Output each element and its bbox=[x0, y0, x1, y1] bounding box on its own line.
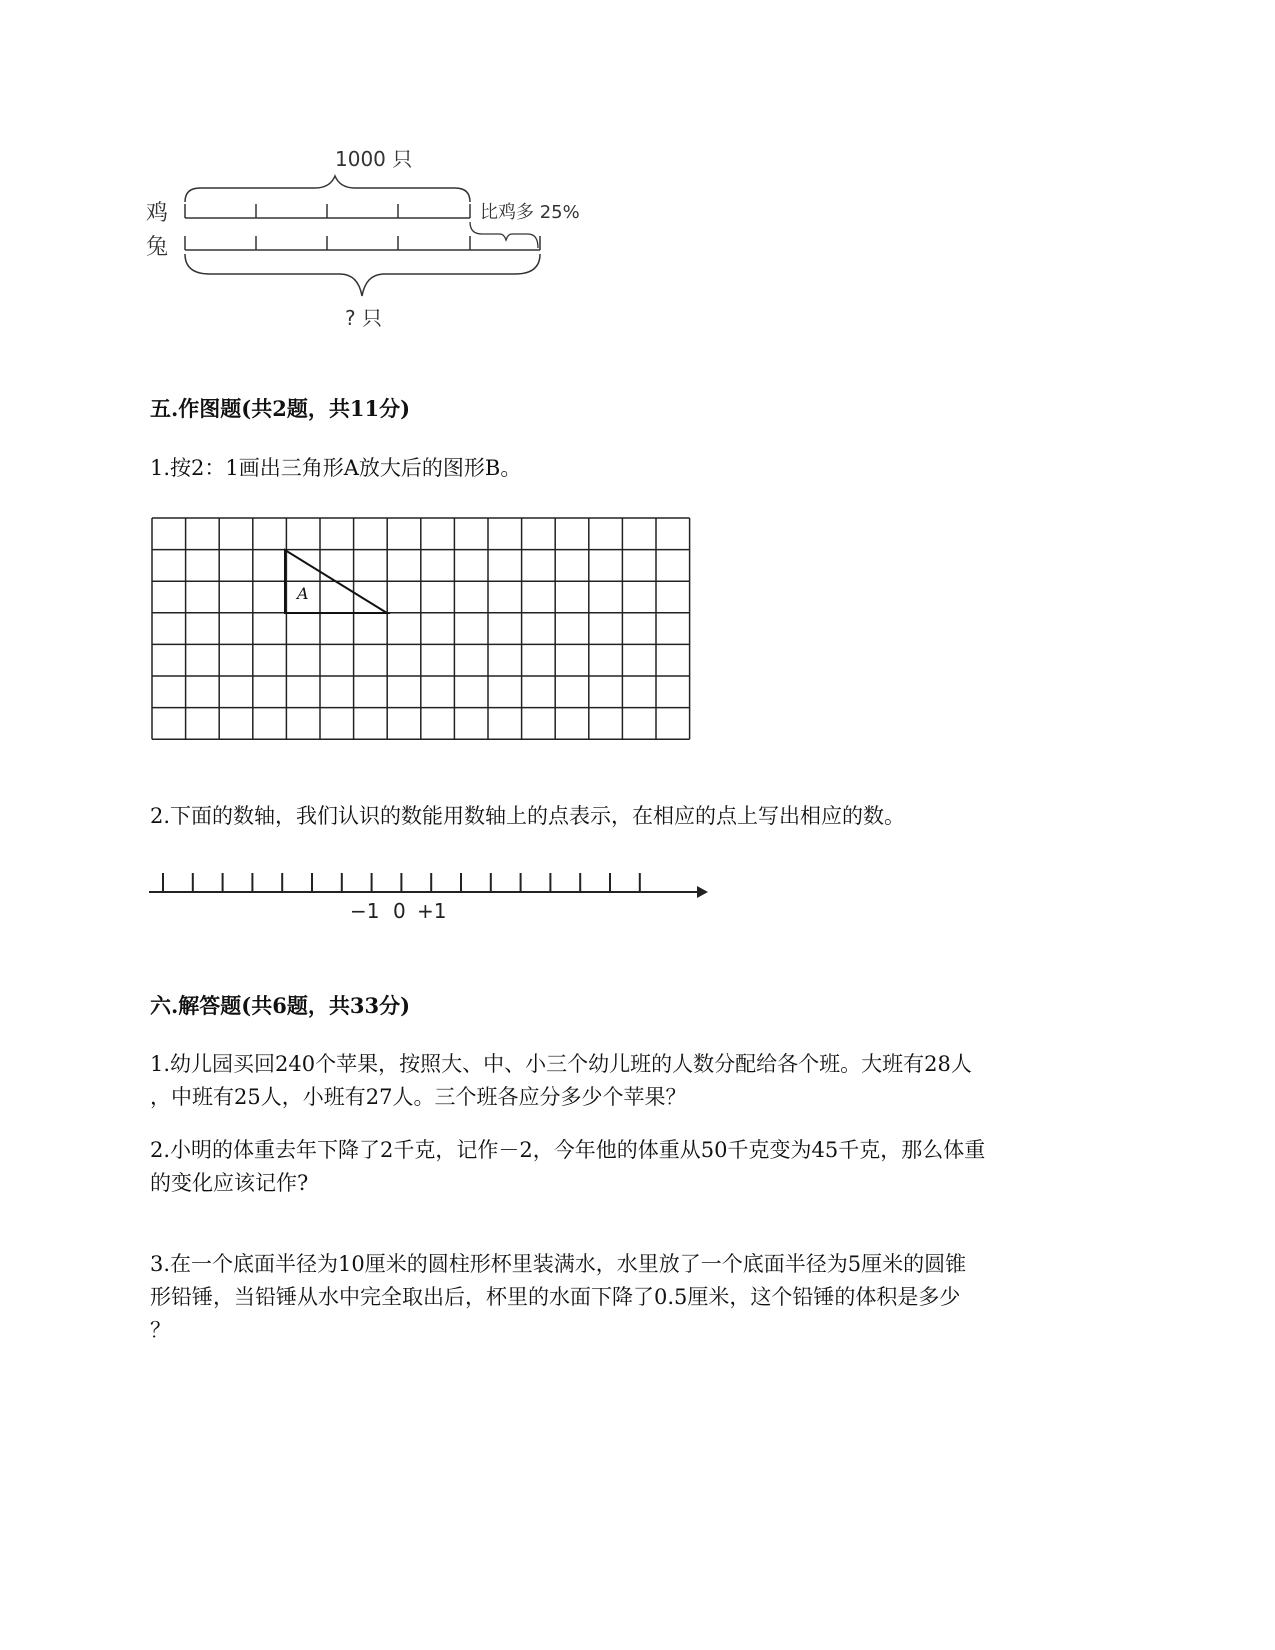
question-5-1: 1.按2：1画出三角形A放大后的图形B。 bbox=[150, 456, 522, 480]
grid-lines bbox=[152, 518, 690, 739]
rabbit-label: 兔 bbox=[146, 235, 169, 260]
drawing-grid bbox=[150, 515, 692, 745]
number-line-label-minus1: −1 bbox=[350, 899, 380, 923]
triangle-a-label: A bbox=[297, 584, 309, 603]
question-6-2-line1: 2.小明的体重去年下降了2千克，记作－2，今年他的体重从50千克变为45千克，那么体重 bbox=[150, 1138, 986, 1162]
number-line-label-zero: 0 bbox=[393, 899, 406, 923]
section-title-solve: 六.解答题(共6题，共33分) bbox=[150, 993, 411, 1018]
question-6-3-line2: 形铅锤，当铅锤从水中完全取出后，杯里的水面下降了0.5厘米，这个铅锤的体积是多少 bbox=[150, 1285, 961, 1309]
question-6-2-line2: 的变化应该记作? bbox=[150, 1171, 309, 1195]
number-line-arrow bbox=[697, 886, 708, 898]
extra-brace bbox=[470, 222, 538, 248]
top-total-label: 1000 只 bbox=[335, 147, 413, 171]
number-line-ticks bbox=[163, 873, 640, 892]
question-5-2: 2.下面的数轴，我们认识的数能用数轴上的点表示，在相应的点上写出相应的数。 bbox=[150, 804, 906, 828]
bottom-brace bbox=[185, 254, 540, 296]
number-line-label-plus1: +1 bbox=[417, 899, 447, 923]
top-brace bbox=[185, 176, 470, 202]
extra-percent-label: 比鸡多 25% bbox=[480, 202, 580, 223]
bottom-total-label: ? 只 bbox=[345, 306, 382, 330]
question-6-1-line1: 1.幼儿园买回240个苹果，按照大、中、小三个幼儿班的人数分配给各个班。大班有28人 bbox=[150, 1052, 972, 1076]
section-title-drawing: 五.作图题(共2题，共11分) bbox=[150, 396, 411, 421]
question-6-1 bbox=[150, 1048, 1120, 1114]
question-6-3 bbox=[150, 1248, 1120, 1347]
number-line bbox=[145, 862, 715, 932]
chicken-label: 鸡 bbox=[146, 201, 169, 226]
question-6-1-line2: ，中班有25人，小班有27人。三个班各应分多少个苹果？ bbox=[150, 1085, 687, 1109]
question-6-2 bbox=[150, 1134, 1120, 1200]
question-6-3-line3: ？ bbox=[150, 1318, 171, 1342]
question-6-3-line1: 3.在一个底面半径为10厘米的圆柱形杯里装满水，水里放了一个底面半径为5厘米的圆锥 bbox=[150, 1252, 967, 1276]
chicken-rabbit-bar-diagram bbox=[140, 140, 610, 350]
